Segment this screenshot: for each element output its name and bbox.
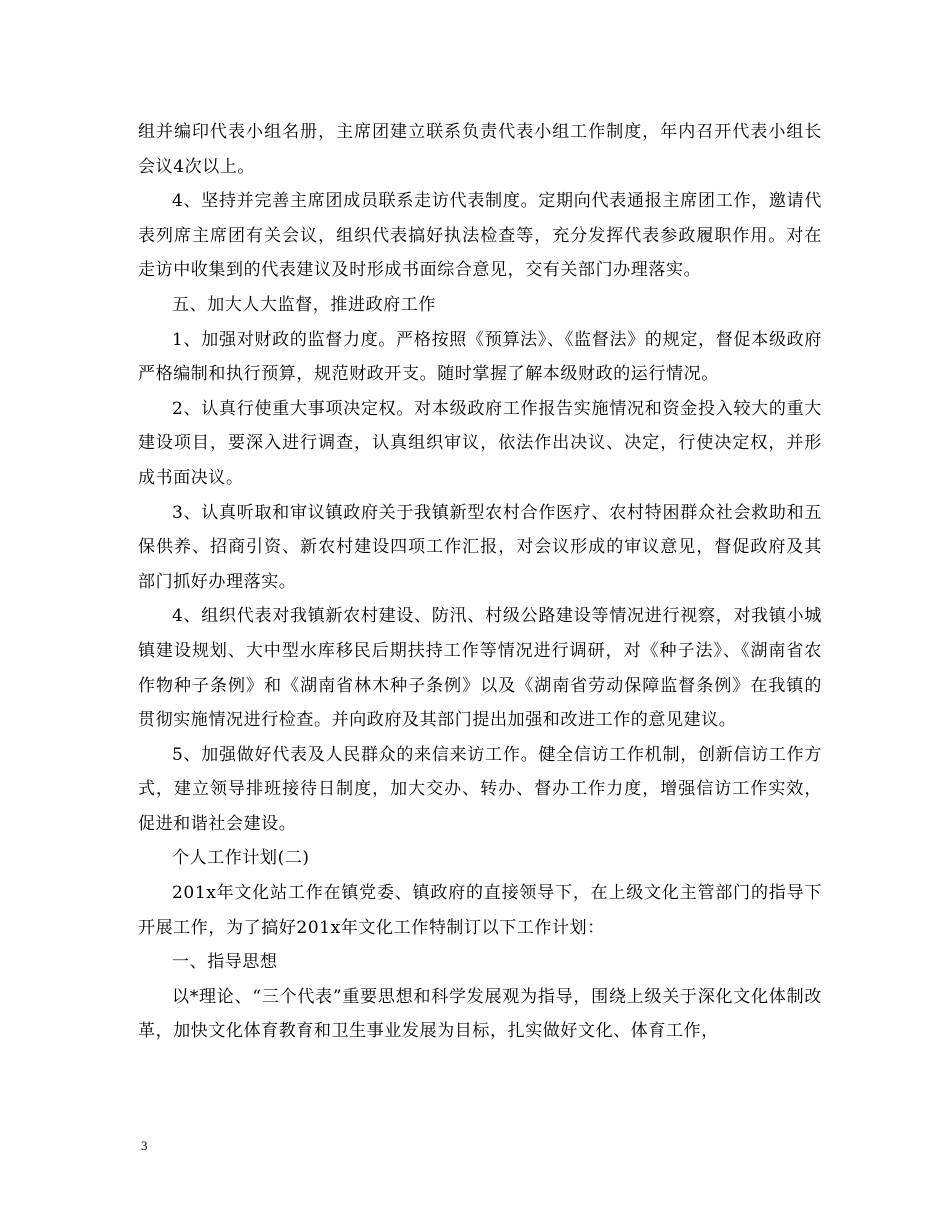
paragraph-7: 5、加强做好代表及人民群众的来信来访工作。健全信访工作机制，创新信访工作方式，建立领导排班接待日制度，加大交办、转办、督办工作力度，增强信访工作实效，促进和谐社会建设。 <box>138 744 822 834</box>
paragraph-3: 1、加强对财政的监督力度。严格按照《预算法》、《监督法》的规定，督促本级政府严格编制和执行预算，规范财政开支。随时掌握了解本级财政的运行情况。 <box>138 329 822 385</box>
section-heading-5: 五、加大人大监督，推进政府工作 <box>172 294 436 315</box>
paragraph-6: 4、组织代表对我镇新农村建设、防汛、村级公路建设等情况进行视察，对我镇小城镇建设规划、大中型水库移民后期扶持工作等情况进行调研，对《种子法》、《湖南省农作物种子条例》和《湖南省林木种子条例》以及《湖南省劳动保障监督条例》在我镇的贯彻实施情况进行检查。并向政府及其部门提出加强和改进工作的意见建议。 <box>138 606 822 731</box>
section-heading-1: 一、指导思想 <box>172 952 278 973</box>
paragraph-9: 以*理论、“三个代表”重要思想和科学发展观为指导，围绕上级关于深化文化体制改革，加快文化体育教育和卫生事业发展为目标，扎实做好文化、体育工作， <box>138 986 822 1042</box>
paragraph-8: 201x年文化站工作在镇党委、镇政府的直接领导下，在上级文化主管部门的指导下开展工作，为了搞好201x年文化工作特制订以下工作计划： <box>138 883 822 938</box>
paragraph-1: 组并编印代表小组名册，主席团建立联系负责代表小组工作制度，年内召开代表小组长会议4次以上。 <box>138 122 822 177</box>
plan-title: 个人工作计划(二) <box>172 848 310 869</box>
paragraph-4: 2、认真行使重大事项决定权。对本级政府工作报告实施情况和资金投入较大的重大建设项目，要深入进行调查，认真组织审议，依法作出决议、决定，行使决定权，并形成书面决议。 <box>138 398 822 488</box>
document-body <box>138 115 822 1049</box>
paragraph-2: 4、坚持并完善主席团成员联系走访代表制度。定期向代表通报主席团工作，邀请代表列席主席团有关会议，组织代表搞好执法检查等，充分发挥代表参政履职作用。对在走访中收集到的代表建议及时形成书面综合意见，交有关部门办理落实。 <box>138 191 822 281</box>
page-number: 3 <box>141 1138 148 1153</box>
paragraph-5: 3、认真听取和审议镇政府关于我镇新型农村合作医疗、农村特困群众社会救助和五保供养、招商引资、新农村建设四项工作汇报，对会议形成的审议意见，督促政府及其部门抓好办理落实。 <box>138 502 822 592</box>
